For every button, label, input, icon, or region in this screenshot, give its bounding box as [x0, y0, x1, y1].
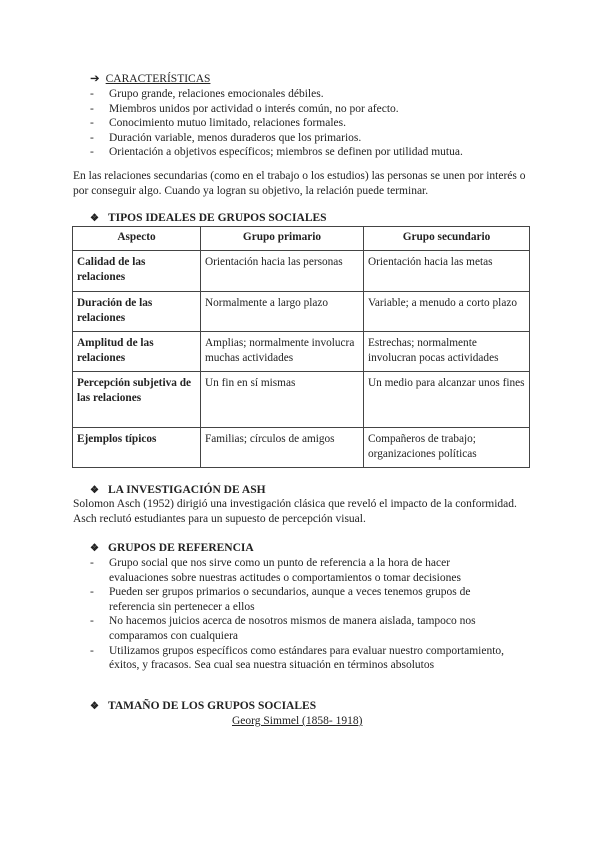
ash-heading: ❖ LA INVESTIGACIÓN DE ASH: [90, 484, 266, 496]
column-header: Grupo secundario: [364, 227, 530, 251]
list-item: - Duración variable, menos duraderos que los primarios.: [90, 131, 530, 146]
tipos-heading: ❖ TIPOS IDEALES DE GRUPOS SOCIALES: [90, 212, 327, 224]
table-cell: Calidad de las relaciones: [73, 251, 201, 292]
table-cell: Amplias; normalmente involucra muchas actividades: [201, 332, 364, 372]
list-item: - Grupo grande, relaciones emocionales débiles.: [90, 87, 530, 102]
tipos-table: [72, 226, 530, 468]
table-cell: Ejemplos típicos: [73, 428, 201, 468]
tamano-heading: ❖ TAMAÑO DE LOS GRUPOS SOCIALES: [90, 700, 317, 712]
list-item: - Pueden ser grupos primarios o secundarios, aunque a veces tenemos grupos de referencia sin pertenecer a ellos: [90, 585, 510, 614]
table-row: [73, 428, 530, 468]
table-cell: Variable; a menudo a corto plazo: [364, 292, 530, 332]
table-header-row: [73, 227, 530, 251]
table-row: [73, 292, 530, 332]
arrow-icon: ➔: [90, 73, 100, 85]
list-item: - Conocimiento mutuo limitado, relaciones formales.: [90, 116, 530, 131]
table-cell: Orientación hacia las personas: [201, 251, 364, 292]
diamond-bullet-icon: ❖: [90, 701, 99, 712]
list-item: - Orientación a objetivos específicos; miembros se definen por utilidad mutua.: [90, 145, 530, 160]
simmel-author: Georg Simmel (1858- 1918): [232, 715, 363, 727]
ash-paragraph: Solomon Asch (1952) dirigió una investigación clásica que reveló el impacto de la conformidad. Asch reclutó estudiantes para un supuesto de percepción visual.: [73, 498, 517, 525]
list-item: - Utilizamos grupos específicos como estándares para evaluar nuestro comportamiento, éxitos, y fracasos. Sea cual sea nuestra situación en términos absolutos: [90, 644, 510, 673]
column-header: Aspecto: [73, 227, 201, 251]
referencia-list: [90, 556, 510, 673]
table-cell: Percepción subjetiva de las relaciones: [73, 372, 201, 428]
column-header: Grupo primario: [201, 227, 364, 251]
table-row: [73, 251, 530, 292]
table-cell: Estrechas; normalmente involucran pocas actividades: [364, 332, 530, 372]
list-item: - Grupo social que nos sirve como un punto de referencia a la hora de hacer evaluaciones sobre nuestras actitudes o comportamientos o tomar decisiones: [90, 556, 510, 585]
table-cell: Duración de las relaciones: [73, 292, 201, 332]
table-cell: Un medio para alcanzar unos fines: [364, 372, 530, 428]
secundarias-paragraph: En las relaciones secundarias (como en el trabajo o los estudios) las personas se unen por interés o por conseguir algo. Cuando ya logran su objetivo, la relación puede terminar.: [73, 170, 526, 197]
table-cell: Familias; círculos de amigos: [201, 428, 364, 468]
caracteristicas-title: ➔ CARACTERÍSTICAS: [90, 73, 211, 85]
table-row: [73, 372, 530, 428]
diamond-bullet-icon: ❖: [90, 485, 99, 496]
diamond-bullet-icon: ❖: [90, 543, 99, 554]
table-cell: Compañeros de trabajo; organizaciones políticas: [364, 428, 530, 468]
table-cell: Un fin en sí mismas: [201, 372, 364, 428]
table-cell: Amplitud de las relaciones: [73, 332, 201, 372]
table-cell: Orientación hacia las metas: [364, 251, 530, 292]
diamond-bullet-icon: ❖: [90, 213, 99, 224]
referencia-heading: ❖ GRUPOS DE REFERENCIA: [90, 542, 254, 554]
list-item: - Miembros unidos por actividad o interés común, no por afecto.: [90, 102, 530, 117]
table-row: [73, 332, 530, 372]
list-item: - No hacemos juicios acerca de nosotros mismos de manera aislada, tampoco nos comparamos con cualquiera: [90, 614, 510, 643]
table-cell: Normalmente a largo plazo: [201, 292, 364, 332]
caracteristicas-list: [90, 87, 530, 160]
